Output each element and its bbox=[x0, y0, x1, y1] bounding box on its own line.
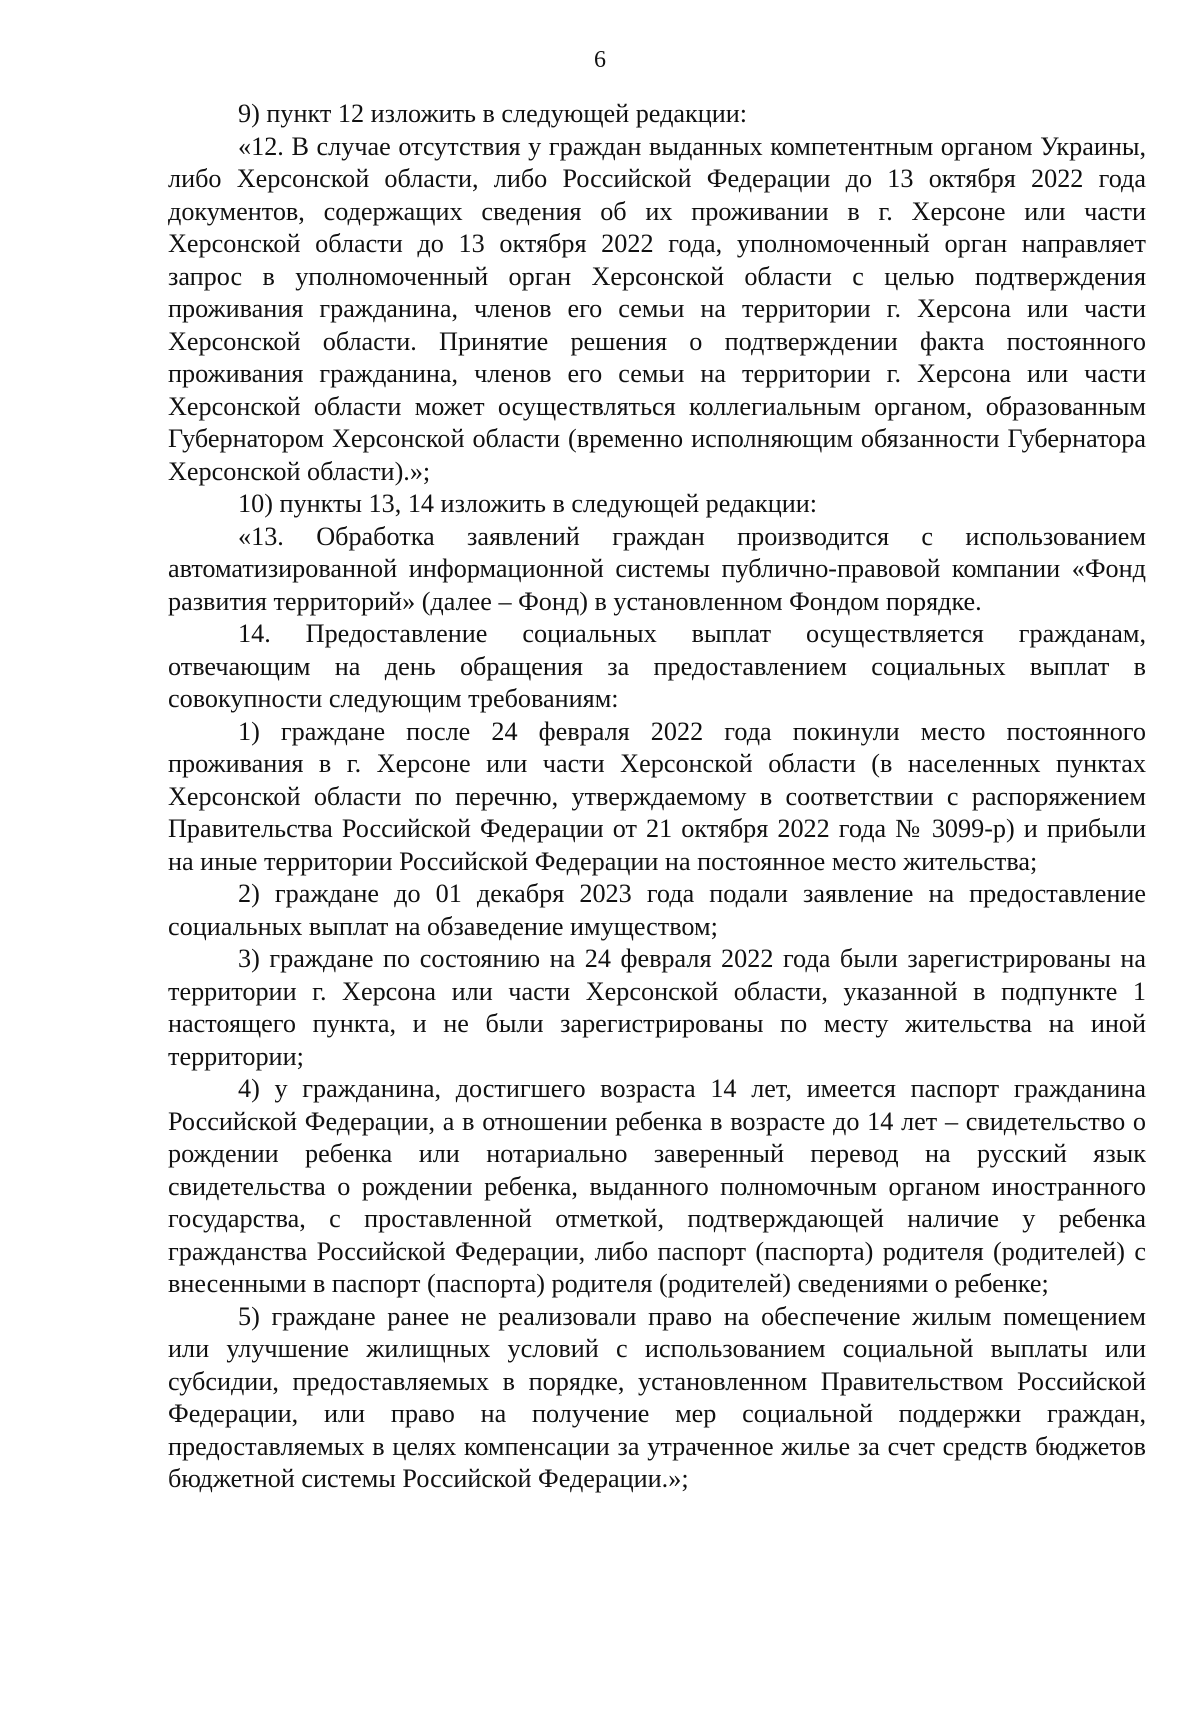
paragraph-requirement-4: 4) у гражданина, достигшего возраста 14 лет, имеется паспорт гражданина Российской Федерации, а в отношении ребенка в возрасте до 14 лет – свидетельство о рождении ребенка или нотариально заверенный перевод на русский язык свидетельства о рождении ребенка, выданного полномочным органом иностранного государства, с проставленной отметкой, подтверждающей наличие у ребенка гражданства Российской Федерации, либо паспорт (паспорта) родителя (родителей) с внесенными в паспорт (паспорта) родителя (родителей) сведениями о ребенке; bbox=[168, 1074, 1146, 1298]
paragraph-requirement-2: 2) граждане до 01 декабря 2023 года подали заявление на предоставление социальных выплат на обзаведение имуществом; bbox=[168, 879, 1146, 941]
paragraph-item-10: 10) пункты 13, 14 изложить в следующей редакции: bbox=[238, 489, 818, 518]
paragraph-requirement-1: 1) граждане после 24 февраля 2022 года покинули место постоянного проживания в г. Херсоне или части Херсонской области (в населенных пунктах Херсонской области по перечню, утверждаемому в соответствии с распоряжением Правительства Российской Федерации от 21 октября 2022 года № 3099-р) и прибыли на иные территории Российской Федерации на постоянное место жительства; bbox=[168, 716, 1146, 876]
paragraph-point-13: «13. Обработка заявлений граждан производится с использованием автоматизированной информационной системы публично-правовой компании «Фонд развития территорий» (далее – Фонд) в установленном Фондом порядке. bbox=[168, 521, 1146, 616]
paragraph-point-12: «12. В случае отсутствия у граждан выданных компетентным органом Украины, либо Херсонской области, либо Российской Федерации до 13 октября 2022 года документов, содержащих сведения об их проживании в г. Херсоне или части Херсонской области до 13 октября 2022 года, уполномоченный орган направляет запрос в уполномоченный орган Херсонской области с целью подтверждения проживания гражданина, членов его семьи на территории г. Херсона или части Херсонской области. Принятие решения о подтверждении факта постоянного проживания гражданина, членов его семьи на территории г. Херсона или части Херсонской области может осуществляться коллегиальным органом, образованным Губернатором Херсонской области (временно исполняющим обязанности Губернатора Херсонской области).»; bbox=[168, 131, 1146, 486]
paragraph-requirement-5: 5) граждане ранее не реализовали право на обеспечение жилым помещением или улучшение жилищных условий с использованием социальной выплаты или субсидии, предоставляемых в порядке, установленном Правительством Российской Федерации, или право на получение мер социальной поддержки граждан, предоставляемых в целях компенсации за утраченное жилье за счет средств бюджетов бюджетной системы Российской Федерации.»; bbox=[168, 1301, 1146, 1493]
paragraph-point-14: 14. Предоставление социальных выплат осуществляется гражданам, отвечающим на день обращения за предоставлением социальных выплат в совокупности следующим требованиям: bbox=[168, 619, 1146, 713]
page-number: 6 bbox=[594, 47, 606, 73]
document-body bbox=[168, 98, 1146, 1496]
paragraph-requirement-3: 3) граждане по состоянию на 24 февраля 2022 года были зарегистрированы на территории г. Херсона или части Херсонской области, указанной в подпункте 1 настоящего пункта, и не были зарегистрированы по месту жительства на иной территории; bbox=[168, 944, 1146, 1071]
paragraph-item-9: 9) пункт 12 изложить в следующей редакции: bbox=[238, 99, 748, 128]
